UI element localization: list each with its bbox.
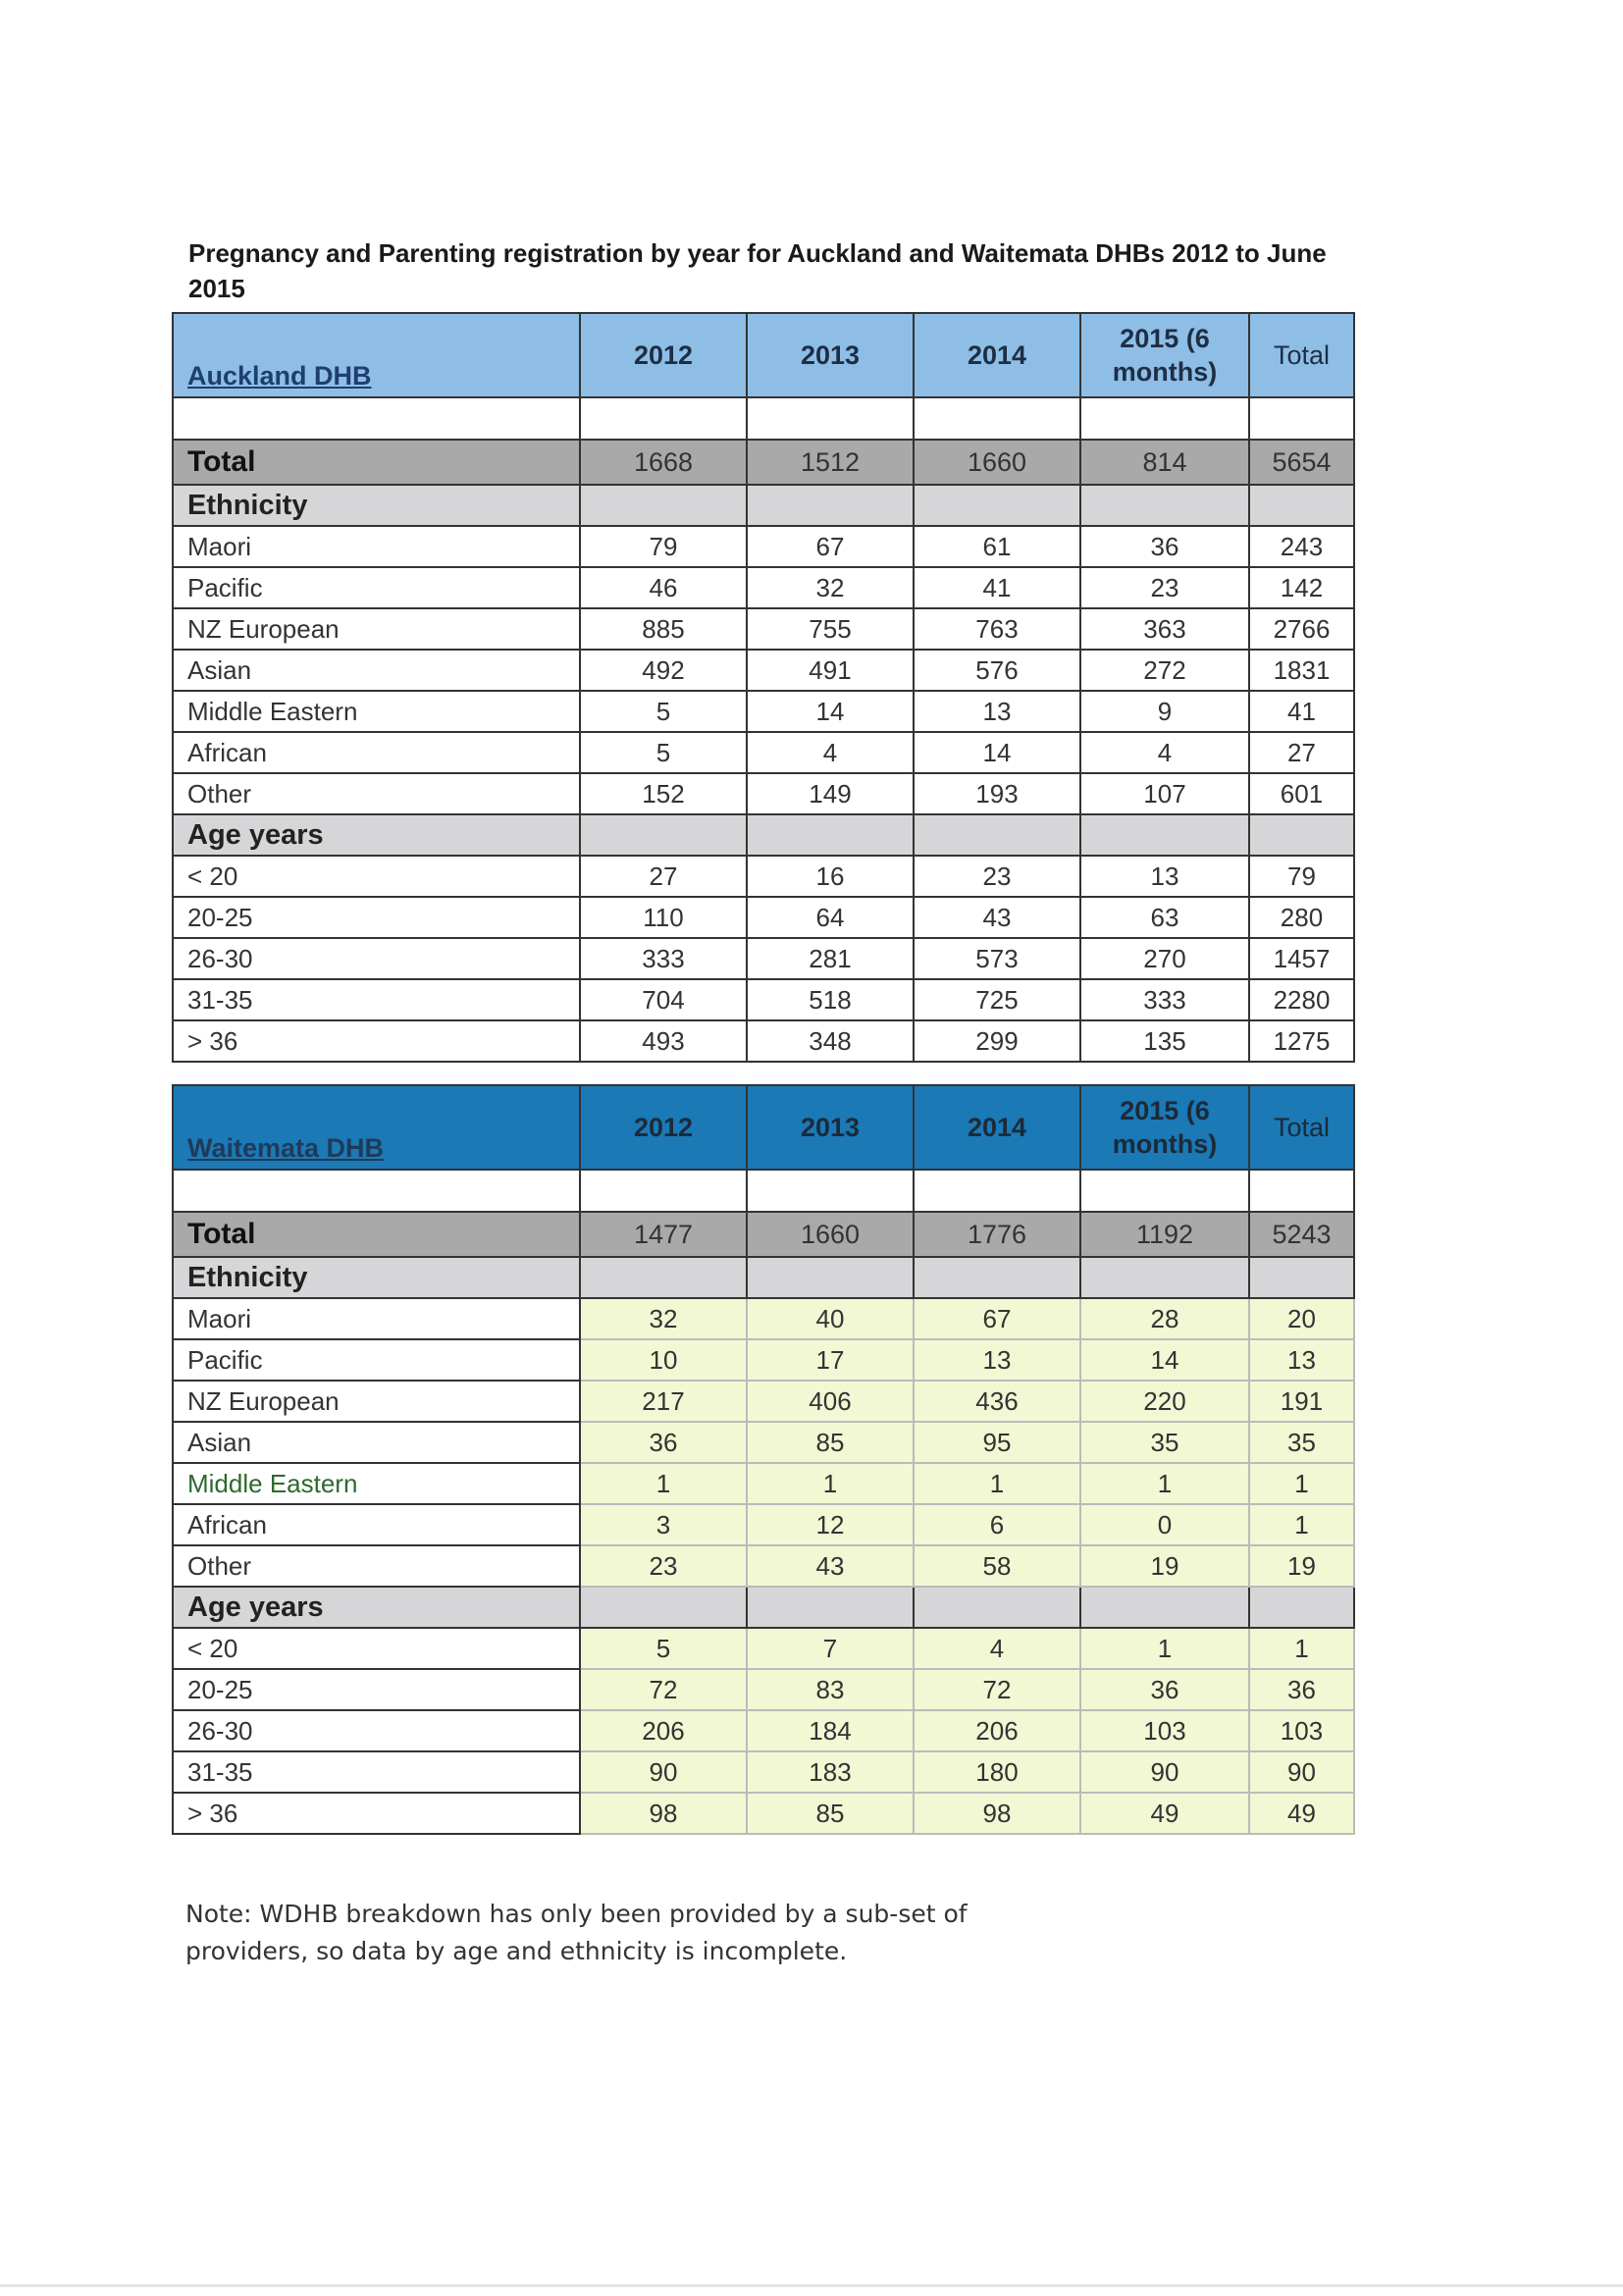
row-label: Pacific (173, 1339, 580, 1381)
table-row (173, 1628, 1354, 1669)
empty-cell (1080, 1257, 1249, 1298)
data-cell: 32 (747, 567, 914, 608)
row-label: Maori (173, 526, 580, 567)
waitemata-dhb-table (172, 1084, 1355, 1835)
row-label: Total (173, 440, 580, 485)
column-header: 2014 (914, 313, 1080, 397)
data-cell: 5 (580, 691, 747, 732)
data-cell: 1 (1080, 1463, 1249, 1504)
total-value: 1477 (580, 1212, 747, 1257)
data-cell: 36 (1249, 1669, 1354, 1710)
data-cell: 85 (747, 1793, 914, 1834)
data-cell: 13 (914, 691, 1080, 732)
data-cell: 406 (747, 1381, 914, 1422)
header-row (173, 1085, 1354, 1170)
data-cell: 183 (747, 1751, 914, 1793)
data-cell: 36 (1080, 526, 1249, 567)
table-row (173, 691, 1354, 732)
section-heading: Ethnicity (173, 485, 580, 526)
data-cell: 4 (914, 1628, 1080, 1669)
data-cell: 98 (914, 1793, 1080, 1834)
data-cell: 36 (580, 1422, 747, 1463)
table-row (173, 1422, 1354, 1463)
row-label: < 20 (173, 1628, 580, 1669)
data-cell: 41 (914, 567, 1080, 608)
data-cell: 95 (914, 1422, 1080, 1463)
table-row (173, 608, 1354, 650)
table-heading: Auckland DHB (173, 313, 580, 397)
data-cell: 363 (1080, 608, 1249, 650)
column-header: 2013 (747, 313, 914, 397)
data-cell: 46 (580, 567, 747, 608)
row-label: NZ European (173, 1381, 580, 1422)
data-cell: 272 (1080, 650, 1249, 691)
data-cell: 49 (1080, 1793, 1249, 1834)
data-cell: 23 (1080, 567, 1249, 608)
data-cell: 3 (580, 1504, 747, 1545)
data-cell: 103 (1249, 1710, 1354, 1751)
data-cell: 755 (747, 608, 914, 650)
column-header: 2012 (580, 1085, 747, 1170)
data-cell: 348 (747, 1020, 914, 1062)
empty-cell (1249, 485, 1354, 526)
column-header: Total (1249, 313, 1354, 397)
data-cell: 1275 (1249, 1020, 1354, 1062)
data-cell: 20 (1249, 1298, 1354, 1339)
blank-row (173, 397, 1354, 440)
data-cell: 149 (747, 773, 914, 814)
empty-cell (1080, 485, 1249, 526)
data-cell: 23 (914, 856, 1080, 897)
empty-cell (1080, 1587, 1249, 1628)
row-label: Total (173, 1212, 580, 1257)
row-label: Middle Eastern (173, 1463, 580, 1504)
data-cell: 17 (747, 1339, 914, 1381)
data-cell: 72 (580, 1669, 747, 1710)
data-cell: 5 (580, 732, 747, 773)
data-cell: 1 (580, 1463, 747, 1504)
total-value: 1192 (1080, 1212, 1249, 1257)
data-cell: 281 (747, 938, 914, 979)
data-cell: 61 (914, 526, 1080, 567)
empty-cell (580, 485, 747, 526)
footnote: Note: WDHB breakdown has only been provided by a sub-set of providers, so data by age and ethnicity is incomplete. (185, 1900, 968, 1965)
data-cell: 885 (580, 608, 747, 650)
table-row (173, 938, 1354, 979)
data-cell: 35 (1080, 1422, 1249, 1463)
data-cell: 1 (1249, 1628, 1354, 1669)
data-cell: 518 (747, 979, 914, 1020)
table-row (173, 1504, 1354, 1545)
table-row (173, 1793, 1354, 1834)
empty-cell (1249, 1257, 1354, 1298)
data-cell: 13 (914, 1339, 1080, 1381)
row-label: 31-35 (173, 979, 580, 1020)
data-cell: 58 (914, 1545, 1080, 1587)
data-cell: 79 (1249, 856, 1354, 897)
data-cell: 27 (1249, 732, 1354, 773)
data-cell: 217 (580, 1381, 747, 1422)
data-cell: 103 (1080, 1710, 1249, 1751)
row-label: Pacific (173, 567, 580, 608)
data-cell: 90 (1080, 1751, 1249, 1793)
data-cell: 2766 (1249, 608, 1354, 650)
total-value: 814 (1080, 440, 1249, 485)
data-cell: 493 (580, 1020, 747, 1062)
table-row (173, 897, 1354, 938)
data-cell: 49 (1249, 1793, 1354, 1834)
data-cell: 14 (914, 732, 1080, 773)
row-label: Maori (173, 1298, 580, 1339)
data-cell: 1457 (1249, 938, 1354, 979)
table-row (173, 1710, 1354, 1751)
table-row (173, 1339, 1354, 1381)
data-cell: 206 (914, 1710, 1080, 1751)
empty-cell (1080, 397, 1249, 440)
data-cell: 7 (747, 1628, 914, 1669)
data-cell: 1 (1249, 1463, 1354, 1504)
data-cell: 32 (580, 1298, 747, 1339)
row-label: African (173, 732, 580, 773)
data-cell: 333 (580, 938, 747, 979)
data-cell: 14 (747, 691, 914, 732)
column-header: 2012 (580, 313, 747, 397)
data-cell: 5 (580, 1628, 747, 1669)
data-cell: 27 (580, 856, 747, 897)
data-cell: 280 (1249, 897, 1354, 938)
data-cell: 180 (914, 1751, 1080, 1793)
total-value: 1512 (747, 440, 914, 485)
column-header: 2014 (914, 1085, 1080, 1170)
data-cell: 220 (1080, 1381, 1249, 1422)
empty-cell (914, 1257, 1080, 1298)
blank-row (173, 1170, 1354, 1212)
data-cell: 28 (1080, 1298, 1249, 1339)
data-cell: 576 (914, 650, 1080, 691)
data-cell: 36 (1080, 1669, 1249, 1710)
section-heading: Ethnicity (173, 1257, 580, 1298)
data-cell: 1 (914, 1463, 1080, 1504)
data-cell: 206 (580, 1710, 747, 1751)
data-cell: 67 (747, 526, 914, 567)
empty-cell (173, 397, 580, 440)
column-header: 2015 (6 months) (1080, 313, 1249, 397)
section-row (173, 485, 1354, 526)
row-label: NZ European (173, 608, 580, 650)
row-label: African (173, 1504, 580, 1545)
total-value: 1668 (580, 440, 747, 485)
data-cell: 2280 (1249, 979, 1354, 1020)
auckland-dhb-table (172, 312, 1355, 1063)
data-cell: 4 (747, 732, 914, 773)
table-row (173, 1751, 1354, 1793)
table-row (173, 1381, 1354, 1422)
empty-cell (1080, 1170, 1249, 1212)
empty-cell (580, 814, 747, 856)
data-cell: 64 (747, 897, 914, 938)
data-cell: 85 (747, 1422, 914, 1463)
header-row (173, 313, 1354, 397)
empty-cell (747, 1587, 914, 1628)
document-title: Pregnancy and Parenting registration by year for Auckland and Waitemata DHBs 2012 to June 2015 (188, 238, 1327, 303)
data-cell: 12 (747, 1504, 914, 1545)
empty-cell (1080, 814, 1249, 856)
row-label: Other (173, 773, 580, 814)
data-cell: 110 (580, 897, 747, 938)
table-row (173, 1020, 1354, 1062)
table-row (173, 856, 1354, 897)
data-cell: 67 (914, 1298, 1080, 1339)
empty-cell (1249, 1170, 1354, 1212)
data-cell: 9 (1080, 691, 1249, 732)
row-label: Middle Eastern (173, 691, 580, 732)
data-cell: 107 (1080, 773, 1249, 814)
data-cell: 492 (580, 650, 747, 691)
data-cell: 573 (914, 938, 1080, 979)
empty-cell (747, 814, 914, 856)
data-cell: 491 (747, 650, 914, 691)
data-cell: 41 (1249, 691, 1354, 732)
section-row (173, 1257, 1354, 1298)
data-cell: 270 (1080, 938, 1249, 979)
data-cell: 16 (747, 856, 914, 897)
row-label: Other (173, 1545, 580, 1587)
table-row (173, 732, 1354, 773)
empty-cell (580, 1587, 747, 1628)
total-value: 1660 (747, 1212, 914, 1257)
total-value: 5243 (1249, 1212, 1354, 1257)
data-cell: 19 (1080, 1545, 1249, 1587)
data-cell: 299 (914, 1020, 1080, 1062)
data-cell: 23 (580, 1545, 747, 1587)
empty-cell (580, 397, 747, 440)
section-heading: Age years (173, 1587, 580, 1628)
data-cell: 142 (1249, 567, 1354, 608)
row-label: > 36 (173, 1020, 580, 1062)
data-cell: 135 (1080, 1020, 1249, 1062)
total-value: 5654 (1249, 440, 1354, 485)
row-label: 31-35 (173, 1751, 580, 1793)
table-row (173, 1545, 1354, 1587)
data-cell: 601 (1249, 773, 1354, 814)
total-value: 1660 (914, 440, 1080, 485)
section-row (173, 1587, 1354, 1628)
empty-cell (747, 397, 914, 440)
table-row (173, 650, 1354, 691)
empty-cell (914, 1170, 1080, 1212)
column-header: Total (1249, 1085, 1354, 1170)
row-label: < 20 (173, 856, 580, 897)
data-cell: 63 (1080, 897, 1249, 938)
empty-cell (914, 397, 1080, 440)
data-cell: 43 (747, 1545, 914, 1587)
data-cell: 1 (747, 1463, 914, 1504)
empty-cell (747, 1257, 914, 1298)
data-cell: 14 (1080, 1339, 1249, 1381)
column-header: 2015 (6 months) (1080, 1085, 1249, 1170)
data-cell: 333 (1080, 979, 1249, 1020)
table-row (173, 773, 1354, 814)
empty-cell (1249, 397, 1354, 440)
empty-cell (1249, 814, 1354, 856)
data-cell: 184 (747, 1710, 914, 1751)
empty-cell (1249, 1587, 1354, 1628)
column-header: 2013 (747, 1085, 914, 1170)
data-cell: 152 (580, 773, 747, 814)
data-cell: 13 (1249, 1339, 1354, 1381)
data-cell: 436 (914, 1381, 1080, 1422)
table-row (173, 567, 1354, 608)
empty-cell (580, 1257, 747, 1298)
table-row (173, 526, 1354, 567)
empty-cell (914, 814, 1080, 856)
row-label: 26-30 (173, 938, 580, 979)
table-row (173, 1463, 1354, 1504)
data-cell: 19 (1249, 1545, 1354, 1587)
data-cell: 704 (580, 979, 747, 1020)
data-cell: 90 (1249, 1751, 1354, 1793)
data-cell: 1 (1080, 1628, 1249, 1669)
table-row (173, 1298, 1354, 1339)
empty-cell (914, 485, 1080, 526)
table-heading: Waitemata DHB (173, 1085, 580, 1170)
data-cell: 10 (580, 1339, 747, 1381)
total-row (173, 440, 1354, 485)
total-value: 1776 (914, 1212, 1080, 1257)
data-cell: 0 (1080, 1504, 1249, 1545)
data-cell: 43 (914, 897, 1080, 938)
page-bottom-edge (0, 2284, 1623, 2287)
data-cell: 4 (1080, 732, 1249, 773)
data-cell: 1 (1249, 1504, 1354, 1545)
data-cell: 35 (1249, 1422, 1354, 1463)
empty-cell (914, 1587, 1080, 1628)
section-heading: Age years (173, 814, 580, 856)
data-cell: 725 (914, 979, 1080, 1020)
empty-cell (580, 1170, 747, 1212)
table-row (173, 979, 1354, 1020)
data-cell: 6 (914, 1504, 1080, 1545)
data-cell: 243 (1249, 526, 1354, 567)
data-cell: 72 (914, 1669, 1080, 1710)
data-cell: 763 (914, 608, 1080, 650)
data-cell: 13 (1080, 856, 1249, 897)
row-label: 20-25 (173, 897, 580, 938)
empty-cell (173, 1170, 580, 1212)
data-cell: 193 (914, 773, 1080, 814)
section-row (173, 814, 1354, 856)
data-cell: 191 (1249, 1381, 1354, 1422)
row-label: 20-25 (173, 1669, 580, 1710)
row-label: Asian (173, 1422, 580, 1463)
data-cell: 1831 (1249, 650, 1354, 691)
table-row (173, 1669, 1354, 1710)
data-cell: 40 (747, 1298, 914, 1339)
row-label: 26-30 (173, 1710, 580, 1751)
total-row (173, 1212, 1354, 1257)
data-cell: 90 (580, 1751, 747, 1793)
data-cell: 83 (747, 1669, 914, 1710)
row-label: > 36 (173, 1793, 580, 1834)
row-label: Asian (173, 650, 580, 691)
empty-cell (747, 485, 914, 526)
data-cell: 79 (580, 526, 747, 567)
empty-cell (747, 1170, 914, 1212)
data-cell: 98 (580, 1793, 747, 1834)
